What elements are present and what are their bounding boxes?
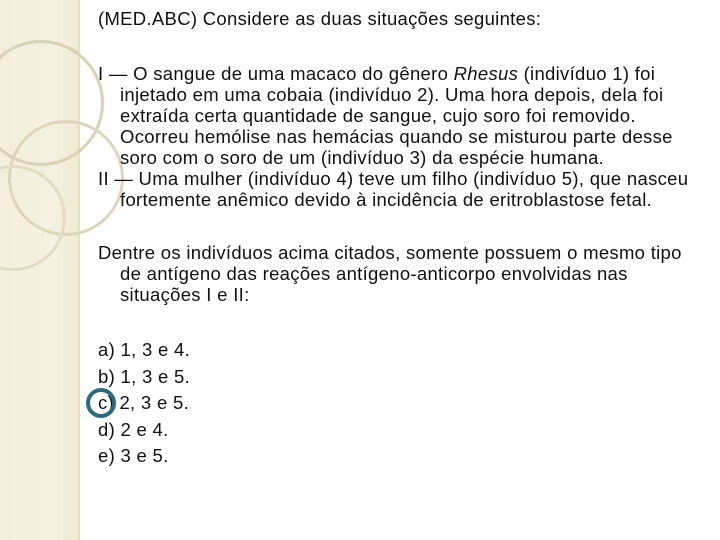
- answer-marker-circle: [86, 388, 116, 418]
- situation-1-lead: I — O sangue de uma macaco do gênero: [98, 63, 454, 84]
- answer-options: [98, 337, 698, 470]
- situation-1-italic: Rhesus: [453, 63, 519, 84]
- situation-2: II — Uma mulher (indivíduo 4) teve um filho (indivíduo 5), que nasceu fortemente anêmico devido à incidência de eritroblastose fetal.: [98, 168, 689, 210]
- option-d[interactable]: d) 2 e 4.: [98, 418, 169, 440]
- option-c[interactable]: c) 2, 3 e 5.: [98, 392, 190, 413]
- option-b[interactable]: b) 1, 3 e 5.: [98, 365, 191, 387]
- question-header: (MED.ABC) Considere as duas situações seguintes:: [98, 8, 542, 29]
- slide-content: [98, 8, 698, 470]
- option-a[interactable]: a) 1, 3 e 4.: [98, 339, 191, 360]
- option-e[interactable]: e) 3 e 5.: [98, 445, 169, 466]
- question-statement: Dentre os indivíduos acima citados, somente possuem o mesmo tipo de antígeno das reações antígeno-anticorpo envolvidas nas situações I e II:: [98, 242, 682, 305]
- situation-1: [98, 63, 698, 168]
- situation-1-rest: (indivíduo 1) foi injetado em uma cobaia (indivíduo 2). Uma hora depois, dela foi extraída certa quantidade de sangue, cujo soro foi removido. Ocorreu hemólise nas hemácias quando se misturou parte desse soro com o soro de um (indivíduo 3) da espécie humana.: [120, 63, 673, 168]
